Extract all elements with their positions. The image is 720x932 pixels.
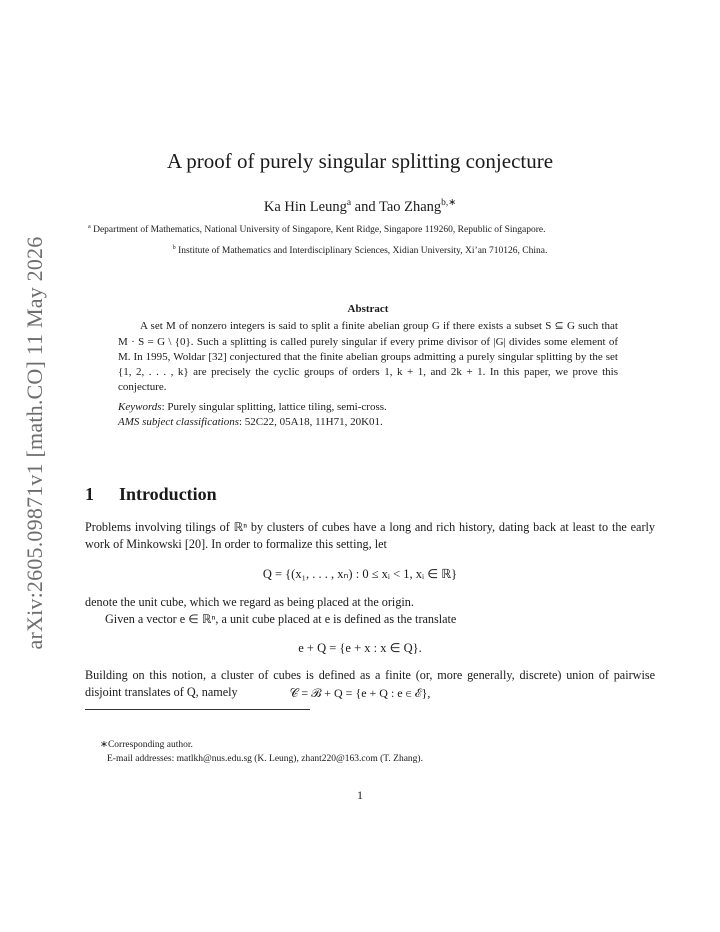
ams-line — [118, 415, 618, 430]
authors-and: and — [351, 198, 379, 215]
ams-text: : 52C22, 05A18, 11H71, 20K01. — [238, 416, 383, 429]
affiliation-a-text: Department of Mathematics, National University of Singapore, Kent Ridge, Singapore 119260, Republic of Singapore. — [93, 225, 546, 236]
equation-cluster: 𝒞 = ℬ + Q = {e + Q : e ∈ ℰ}, — [289, 686, 431, 700]
paper-title: A proof of purely singular splitting conjecture — [166, 149, 554, 173]
ams-label: AMS subject classifications — [118, 416, 239, 429]
affiliation-a-mark: a — [88, 224, 91, 230]
keywords-line — [118, 400, 618, 415]
author-2: Tao Zhang — [378, 198, 442, 215]
equation-translate: e + Q = {e + x : x ∈ Q}. — [298, 641, 422, 655]
abstract — [118, 302, 618, 430]
keywords-text: : Purely singular splitting, lattice tiling, semi-cross. — [161, 400, 387, 413]
arxiv-sidebar-stamp: arXiv:2605.09871v1 [math.CO] 11 May 2026 — [22, 236, 47, 650]
footnote-corresponding: ∗Corresponding author. — [100, 740, 193, 750]
section-heading — [85, 484, 217, 505]
paragraph-2: denote the unit cube, which we regard as being placed at the origin. — [85, 595, 414, 609]
abstract-title: Abstract — [347, 303, 389, 315]
footnote-rule — [85, 709, 310, 710]
author-1-affil-mark: a — [346, 198, 352, 208]
affiliation-b — [0, 245, 720, 256]
footnote-emails: E-mail addresses: matlkh@nus.edu.sg (K. Leung), zhant220@163.com (T. Zhang). — [107, 754, 423, 764]
affiliation-b-text: Institute of Mathematics and Interdisciplinary Sciences, Xidian University, Xi’an 710126, China. — [178, 246, 548, 257]
paragraph-4: Building on this notion, a cluster of cubes is defined as a finite (or, more generally, discrete) union of pairwise disjoint translates of Q, namely — [85, 668, 655, 699]
author-2-affil-mark: b,∗ — [441, 198, 457, 208]
page-number: 1 — [357, 788, 363, 802]
abstract-text: A set M of nonzero integers is said to split a finite abelian group G if there exists a subset S ⊆ G such that M · S = G \ {0}. Such a splitting is called purely singular if every prime divisor of |G| divides some element of M. In 1995, Woldar [32] conjectured that the finite abelian groups admitting a purely singular splitting by the set {1, 2, . . . , k} are precisely the cyclic groups of orders 1, k + 1, and 2k + 1. In this paper, we prove this conjecture. — [118, 320, 618, 394]
authors — [0, 197, 720, 216]
author-1: Ka Hin Leung — [263, 198, 347, 215]
paragraph-1: Problems involving tilings of ℝⁿ by clusters of cubes have a long and rich history, dating back at least to the early work of Minkowski [20]. In order to formalize this setting, let — [85, 520, 655, 551]
section-number: 1 — [85, 484, 94, 504]
affiliation-b-mark: b — [172, 245, 176, 251]
affiliation-a — [88, 224, 718, 235]
equation-unit-cube: Q = {(x₁, . . . , xₙ) : 0 ≤ xᵢ < 1, xᵢ ∈ ℝ} — [262, 567, 458, 581]
paragraph-3: Given a vector e ∈ ℝⁿ, a unit cube placed at e is defined as the translate — [105, 612, 457, 626]
keywords-label: Keywords — [118, 400, 162, 413]
section-title: Introduction — [119, 484, 217, 504]
